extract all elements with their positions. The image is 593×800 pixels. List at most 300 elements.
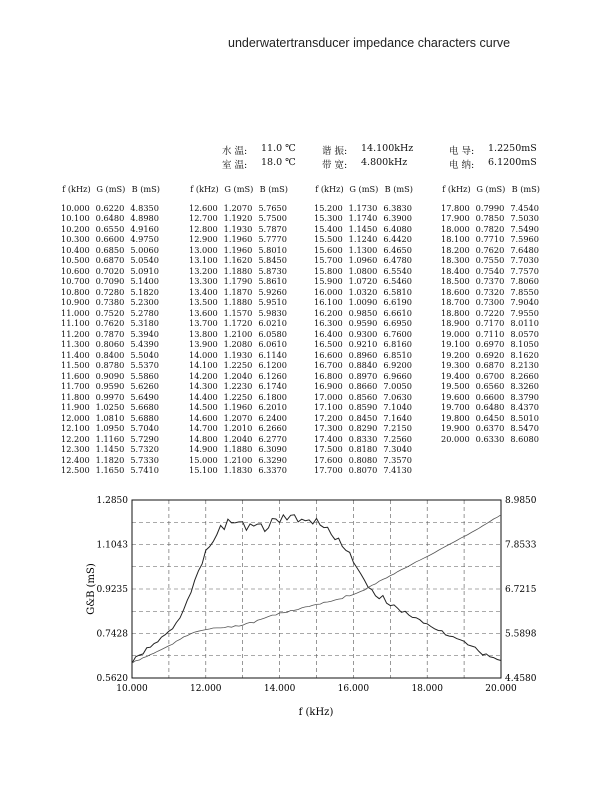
cell-f: 11.700: [61, 381, 90, 391]
table-row: [311, 224, 415, 235]
cell-g: 0.8060: [95, 339, 125, 349]
cell-b: 5.7770: [258, 234, 287, 244]
cell-f: 14.700: [189, 423, 218, 433]
cell-g: 1.2100: [223, 454, 253, 465]
cell-b: 5.6490: [130, 391, 159, 402]
cell-f: 11.800: [61, 391, 90, 402]
cell-b: 8.1620: [510, 349, 539, 360]
cell-g: 0.6700: [475, 370, 505, 381]
cell-b: 6.6950: [383, 318, 412, 328]
table-row: [311, 276, 415, 287]
cell-g: 0.8590: [348, 402, 378, 412]
cell-g: 1.1570: [223, 307, 253, 318]
cell-g: 0.8080: [348, 454, 378, 465]
table-row: [186, 434, 290, 445]
data-table-block-3: [311, 184, 415, 476]
cell-f: 17.200: [314, 412, 343, 423]
cell-b: 5.7870: [258, 223, 287, 234]
y-tick-label-right: 4.4580: [505, 674, 537, 684]
cell-b: 5.5370: [130, 360, 159, 370]
cell-g: 0.7090: [95, 276, 125, 286]
data-table-block-2: [186, 184, 290, 476]
table-row: [311, 381, 415, 392]
cell-b: 5.2780: [130, 307, 159, 318]
cell-g: 1.2040: [223, 433, 253, 444]
cell-b: 5.8730: [258, 265, 287, 276]
table-row: [311, 213, 415, 224]
col-header-g: G (mS): [224, 184, 254, 194]
cell-g: 0.7870: [95, 328, 125, 339]
cell-f: 19.000: [441, 328, 470, 339]
cell-f: 11.100: [61, 318, 90, 328]
table-row: [311, 360, 415, 371]
cell-b: 5.7650: [258, 202, 287, 213]
cell-g: 0.6870: [95, 255, 125, 265]
cell-g: 0.8560: [348, 391, 378, 402]
cell-g: 0.8840: [348, 360, 378, 370]
col-header-b: B (mS): [511, 184, 540, 194]
table-row: [58, 413, 162, 424]
table-row: [186, 339, 290, 350]
cell-b: 6.6610: [383, 307, 412, 318]
cell-f: 16.900: [314, 381, 343, 391]
cell-f: 18.000: [441, 223, 470, 234]
cell-g: 1.2250: [223, 391, 253, 402]
cell-g: 0.6550: [95, 223, 125, 234]
cell-f: 10.900: [61, 297, 90, 307]
cell-f: 19.900: [441, 423, 470, 433]
cell-f: 19.700: [441, 402, 470, 412]
cell-f: 18.600: [441, 286, 470, 297]
cell-b: 6.4080: [383, 223, 412, 234]
y-tick-label-left: 0.7428: [96, 629, 128, 640]
cell-g: 0.6970: [475, 339, 505, 349]
table-row: [438, 224, 542, 235]
cell-f: 16.200: [314, 307, 343, 318]
cell-f: 18.800: [441, 307, 470, 318]
cell-b: 7.2150: [383, 423, 412, 433]
cell-g: 1.1620: [223, 255, 253, 265]
cell-g: 1.2070: [223, 412, 253, 423]
table-row: [58, 245, 162, 256]
cell-f: 15.400: [314, 223, 343, 234]
y-tick-label-right: 8.9850: [505, 496, 537, 506]
table-row: [58, 255, 162, 266]
cell-f: 15.000: [189, 454, 218, 465]
cell-b: 6.2010: [258, 402, 287, 412]
table-row: [438, 360, 542, 371]
table-row: [58, 465, 162, 476]
cell-b: 6.1200: [258, 360, 287, 370]
table-row: [311, 318, 415, 329]
table-row: [58, 276, 162, 287]
cell-f: 17.000: [314, 391, 343, 402]
cell-f: 19.400: [441, 370, 470, 381]
cell-g: 1.1820: [95, 454, 125, 465]
cell-f: 13.200: [189, 265, 218, 276]
cell-f: 13.000: [189, 244, 218, 255]
cell-g: 1.1920: [223, 213, 253, 223]
table-row: [438, 381, 542, 392]
cell-g: 1.1160: [95, 433, 125, 444]
y-tick-label-right: 7.8533: [505, 540, 537, 551]
table-row: [186, 392, 290, 403]
cell-g: 0.8290: [348, 423, 378, 433]
cell-f: 11.500: [61, 360, 90, 370]
table-row: [186, 287, 290, 298]
cell-b: 5.0540: [130, 255, 159, 265]
cell-b: 5.7320: [130, 444, 159, 454]
cell-b: 6.9660: [383, 370, 412, 381]
cell-f: 19.100: [441, 339, 470, 349]
water-temp-label: 水 温:: [222, 146, 248, 157]
cell-f: 16.000: [314, 286, 343, 297]
table-row: [186, 203, 290, 214]
cell-b: 7.0630: [383, 391, 412, 402]
chart-grid: [132, 500, 501, 678]
table-row: [311, 339, 415, 350]
table-row: [311, 413, 415, 424]
cell-b: 6.3090: [258, 444, 287, 454]
table-row: [311, 234, 415, 245]
cell-b: 6.5540: [383, 265, 412, 276]
cell-g: 1.0250: [95, 402, 125, 412]
table-row: [58, 266, 162, 277]
cell-g: 0.7550: [475, 255, 505, 265]
col-header-f: f (kHz): [315, 184, 344, 194]
table-row: [311, 255, 415, 266]
cell-b: 6.5460: [383, 276, 412, 286]
table-row: [311, 350, 415, 361]
table-row: [438, 308, 542, 319]
cell-b: 7.4130: [383, 465, 412, 475]
resonance-value: 14.100kHz: [361, 143, 414, 154]
col-header-b: B (mS): [259, 184, 288, 194]
cell-b: 5.5860: [130, 370, 159, 381]
x-tick-label: 14.000: [263, 684, 296, 694]
cell-f: 10.700: [61, 276, 90, 286]
cell-g: 0.6330: [475, 433, 505, 444]
cell-g: 1.1450: [348, 223, 378, 234]
table-row: [58, 423, 162, 434]
table-row: [186, 402, 290, 413]
cell-b: 6.8160: [383, 339, 412, 349]
cell-f: 11.900: [61, 402, 90, 412]
cell-b: 5.1820: [130, 286, 159, 297]
cell-g: 1.1240: [348, 234, 378, 244]
cell-f: 18.500: [441, 276, 470, 286]
cell-f: 12.500: [61, 465, 90, 475]
cell-g: 1.1830: [223, 465, 253, 475]
x-tick-label: 16.000: [337, 684, 370, 694]
cell-b: 6.6190: [383, 297, 412, 307]
cell-g: 0.9970: [95, 391, 125, 402]
bandwidth-value: 4.800kHz: [361, 157, 408, 168]
cell-g: 0.7710: [475, 234, 505, 244]
cell-b: 5.0060: [130, 244, 159, 255]
cell-g: 0.6870: [475, 360, 505, 370]
y-tick-label-right: 6.7215: [505, 585, 537, 595]
cell-b: 7.9040: [510, 297, 539, 307]
cell-b: 7.2560: [383, 433, 412, 444]
cell-f: 13.800: [189, 328, 218, 339]
page-title: underwatertransducer impedance characters curve: [228, 36, 511, 50]
cell-g: 0.6600: [95, 234, 125, 244]
y-tick-label-left: 1.2850: [96, 496, 128, 506]
room-temp-value: 18.0 ℃: [261, 157, 296, 168]
cell-f: 11.200: [61, 328, 90, 339]
cell-b: 5.1400: [130, 276, 159, 286]
table-row: [438, 434, 542, 445]
cell-f: 12.600: [189, 202, 218, 213]
cell-g: 1.1790: [223, 276, 253, 286]
cell-f: 14.500: [189, 402, 218, 412]
table-row: [311, 266, 415, 277]
cell-b: 5.9830: [258, 307, 287, 318]
cell-g: 1.1740: [348, 213, 378, 223]
conductance-value: 1.2250mS: [488, 143, 537, 154]
cell-g: 0.7850: [475, 213, 505, 223]
cell-f: 20.000: [441, 433, 470, 444]
cell-g: 1.1880: [223, 265, 253, 276]
table-row: [186, 444, 290, 455]
cell-b: 6.1740: [258, 381, 287, 391]
cell-b: 6.3900: [383, 213, 412, 223]
cell-g: 0.9300: [348, 328, 378, 339]
cell-g: 0.6920: [475, 349, 505, 360]
cell-g: 1.0800: [348, 265, 378, 276]
cell-f: 17.300: [314, 423, 343, 433]
table-row: [311, 287, 415, 298]
table-row: [311, 371, 415, 382]
table-row: [58, 318, 162, 329]
cell-b: 6.4780: [383, 255, 412, 265]
table-row: [58, 213, 162, 224]
table-row: [58, 444, 162, 455]
bandwidth-label: 带 宽:: [322, 160, 348, 171]
cell-b: 7.3570: [383, 454, 412, 465]
cell-f: 14.200: [189, 370, 218, 381]
cell-b: 8.3260: [510, 381, 539, 391]
table-row: [438, 245, 542, 256]
table-row: [311, 402, 415, 413]
cell-f: 17.600: [314, 454, 343, 465]
cell-f: 10.400: [61, 244, 90, 255]
cell-f: 15.900: [314, 276, 343, 286]
cell-f: 14.900: [189, 444, 218, 454]
cell-f: 12.900: [189, 234, 218, 244]
cell-b: 8.1050: [510, 339, 539, 349]
cell-f: 19.600: [441, 391, 470, 402]
x-axis-label: f (kHz): [298, 707, 334, 718]
cell-b: 7.7030: [510, 255, 539, 265]
table-row: [186, 360, 290, 371]
cell-b: 7.6480: [510, 244, 539, 255]
cell-f: 12.000: [61, 412, 90, 423]
col-header-g: G (mS): [349, 184, 379, 194]
cell-g: 0.8330: [348, 433, 378, 444]
cell-f: 11.300: [61, 339, 90, 349]
table-row: [311, 245, 415, 256]
cell-b: 6.1800: [258, 391, 287, 402]
table-row: [311, 434, 415, 445]
cell-f: 14.600: [189, 412, 218, 423]
table-row: [58, 308, 162, 319]
cell-b: 5.7500: [258, 213, 287, 223]
cell-b: 8.5010: [510, 412, 539, 423]
cell-b: 6.4650: [383, 244, 412, 255]
cell-b: 5.8610: [258, 276, 287, 286]
y-axis-label: G&B (mS): [86, 563, 97, 615]
cell-g: 0.6600: [475, 391, 505, 402]
conductance-label: 电 导:: [449, 146, 475, 157]
cell-b: 5.8010: [258, 244, 287, 255]
cell-g: 1.1720: [223, 318, 253, 328]
cell-g: 0.7620: [95, 318, 125, 328]
col-header-b: B (mS): [384, 184, 413, 194]
cell-f: 19.300: [441, 360, 470, 370]
cell-g: 0.9090: [95, 370, 125, 381]
cell-b: 6.1140: [258, 349, 287, 360]
table-row: [438, 350, 542, 361]
cell-b: 7.1640: [383, 412, 412, 423]
cell-g: 0.7170: [475, 318, 505, 328]
cell-f: 10.600: [61, 265, 90, 276]
cell-f: 12.200: [61, 433, 90, 444]
cell-g: 0.9850: [348, 307, 378, 318]
cell-f: 13.900: [189, 339, 218, 349]
table-row: [186, 318, 290, 329]
cell-b: 4.9160: [130, 223, 159, 234]
cell-b: 7.7570: [510, 265, 539, 276]
cell-g: 0.8180: [348, 444, 378, 454]
cell-f: 19.200: [441, 349, 470, 360]
cell-b: 7.3040: [383, 444, 412, 454]
table-row: [58, 224, 162, 235]
cell-f: 10.000: [61, 202, 90, 213]
y-tick-label-left: 0.9235: [96, 585, 128, 595]
cell-f: 15.300: [314, 213, 343, 223]
table-row: [58, 329, 162, 340]
cell-f: 19.800: [441, 412, 470, 423]
col-header-g: G (mS): [476, 184, 506, 194]
cell-b: 5.9260: [258, 286, 287, 297]
cell-g: 0.6850: [95, 244, 125, 255]
cell-f: 14.300: [189, 381, 218, 391]
cell-b: 8.0110: [510, 318, 539, 328]
cell-f: 15.600: [314, 244, 343, 255]
table-row: [186, 276, 290, 287]
table-row: [438, 266, 542, 277]
cell-g: 1.1960: [223, 244, 253, 255]
y-tick-label-left: 0.5620: [96, 674, 128, 684]
cell-f: 15.200: [314, 202, 343, 213]
cell-f: 11.600: [61, 370, 90, 381]
cell-b: 5.8450: [258, 255, 287, 265]
table-row: [311, 444, 415, 455]
table-row: [186, 455, 290, 466]
cell-g: 0.7820: [475, 223, 505, 234]
table-row: [186, 350, 290, 361]
cell-g: 1.2010: [223, 423, 253, 433]
cell-f: 12.400: [61, 454, 90, 465]
cell-b: 4.8980: [130, 213, 159, 223]
y-tick-label-left: 1.1043: [96, 540, 128, 551]
table-row: [186, 255, 290, 266]
cell-g: 0.7990: [475, 202, 505, 213]
table-row: [58, 360, 162, 371]
table-row: [438, 318, 542, 329]
table-row: [186, 423, 290, 434]
cell-b: 8.4370: [510, 402, 539, 412]
table-row: [438, 339, 542, 350]
cell-f: 10.100: [61, 213, 90, 223]
cell-b: 5.7330: [130, 454, 159, 465]
cell-f: 14.400: [189, 391, 218, 402]
cell-f: 18.400: [441, 265, 470, 276]
x-tick-label: 12.000: [190, 684, 222, 694]
cell-g: 0.6560: [475, 381, 505, 391]
table-row: [311, 297, 415, 308]
cell-b: 5.4390: [130, 339, 159, 349]
table-row: [438, 287, 542, 298]
cell-b: 5.6260: [130, 381, 159, 391]
table-row: [186, 297, 290, 308]
cell-b: 6.1260: [258, 370, 287, 381]
table-row: [311, 329, 415, 340]
col-header-b: B (mS): [131, 184, 160, 194]
cell-g: 0.7370: [475, 276, 505, 286]
susceptance-label: 电 纳:: [449, 160, 475, 171]
cell-b: 6.0210: [258, 318, 287, 328]
x-tick-label: 10.000: [116, 684, 148, 694]
cell-b: 7.5490: [510, 223, 539, 234]
cell-f: 17.500: [314, 444, 343, 454]
cell-g: 1.2040: [223, 370, 253, 381]
table-row: [58, 381, 162, 392]
cell-f: 11.400: [61, 349, 90, 360]
table-row: [438, 402, 542, 413]
cell-b: 8.6080: [510, 433, 539, 444]
cell-f: 17.900: [441, 213, 470, 223]
y-tick-label-right: 5.5898: [505, 629, 537, 640]
table-row: [58, 371, 162, 382]
cell-f: 10.500: [61, 255, 90, 265]
cell-b: 6.2770: [258, 433, 287, 444]
cell-f: 17.700: [314, 465, 343, 475]
cell-f: 17.800: [441, 202, 470, 213]
cell-f: 16.600: [314, 349, 343, 360]
cell-f: 18.200: [441, 244, 470, 255]
cell-g: 1.0320: [348, 286, 378, 297]
cell-g: 0.8070: [348, 465, 378, 475]
table-row: [186, 465, 290, 476]
cell-g: 1.0950: [95, 423, 125, 433]
table-row: [186, 224, 290, 235]
table-row: [186, 234, 290, 245]
cell-g: 0.7280: [95, 286, 125, 297]
cell-g: 0.7300: [475, 297, 505, 307]
cell-f: 18.900: [441, 318, 470, 328]
cell-g: 1.1960: [223, 234, 253, 244]
cell-g: 0.8970: [348, 370, 378, 381]
table-row: [58, 339, 162, 350]
cell-f: 17.100: [314, 402, 343, 412]
cell-g: 0.6220: [95, 202, 125, 213]
cell-f: 10.300: [61, 234, 90, 244]
cell-g: 1.1450: [95, 444, 125, 454]
table-row: [438, 329, 542, 340]
